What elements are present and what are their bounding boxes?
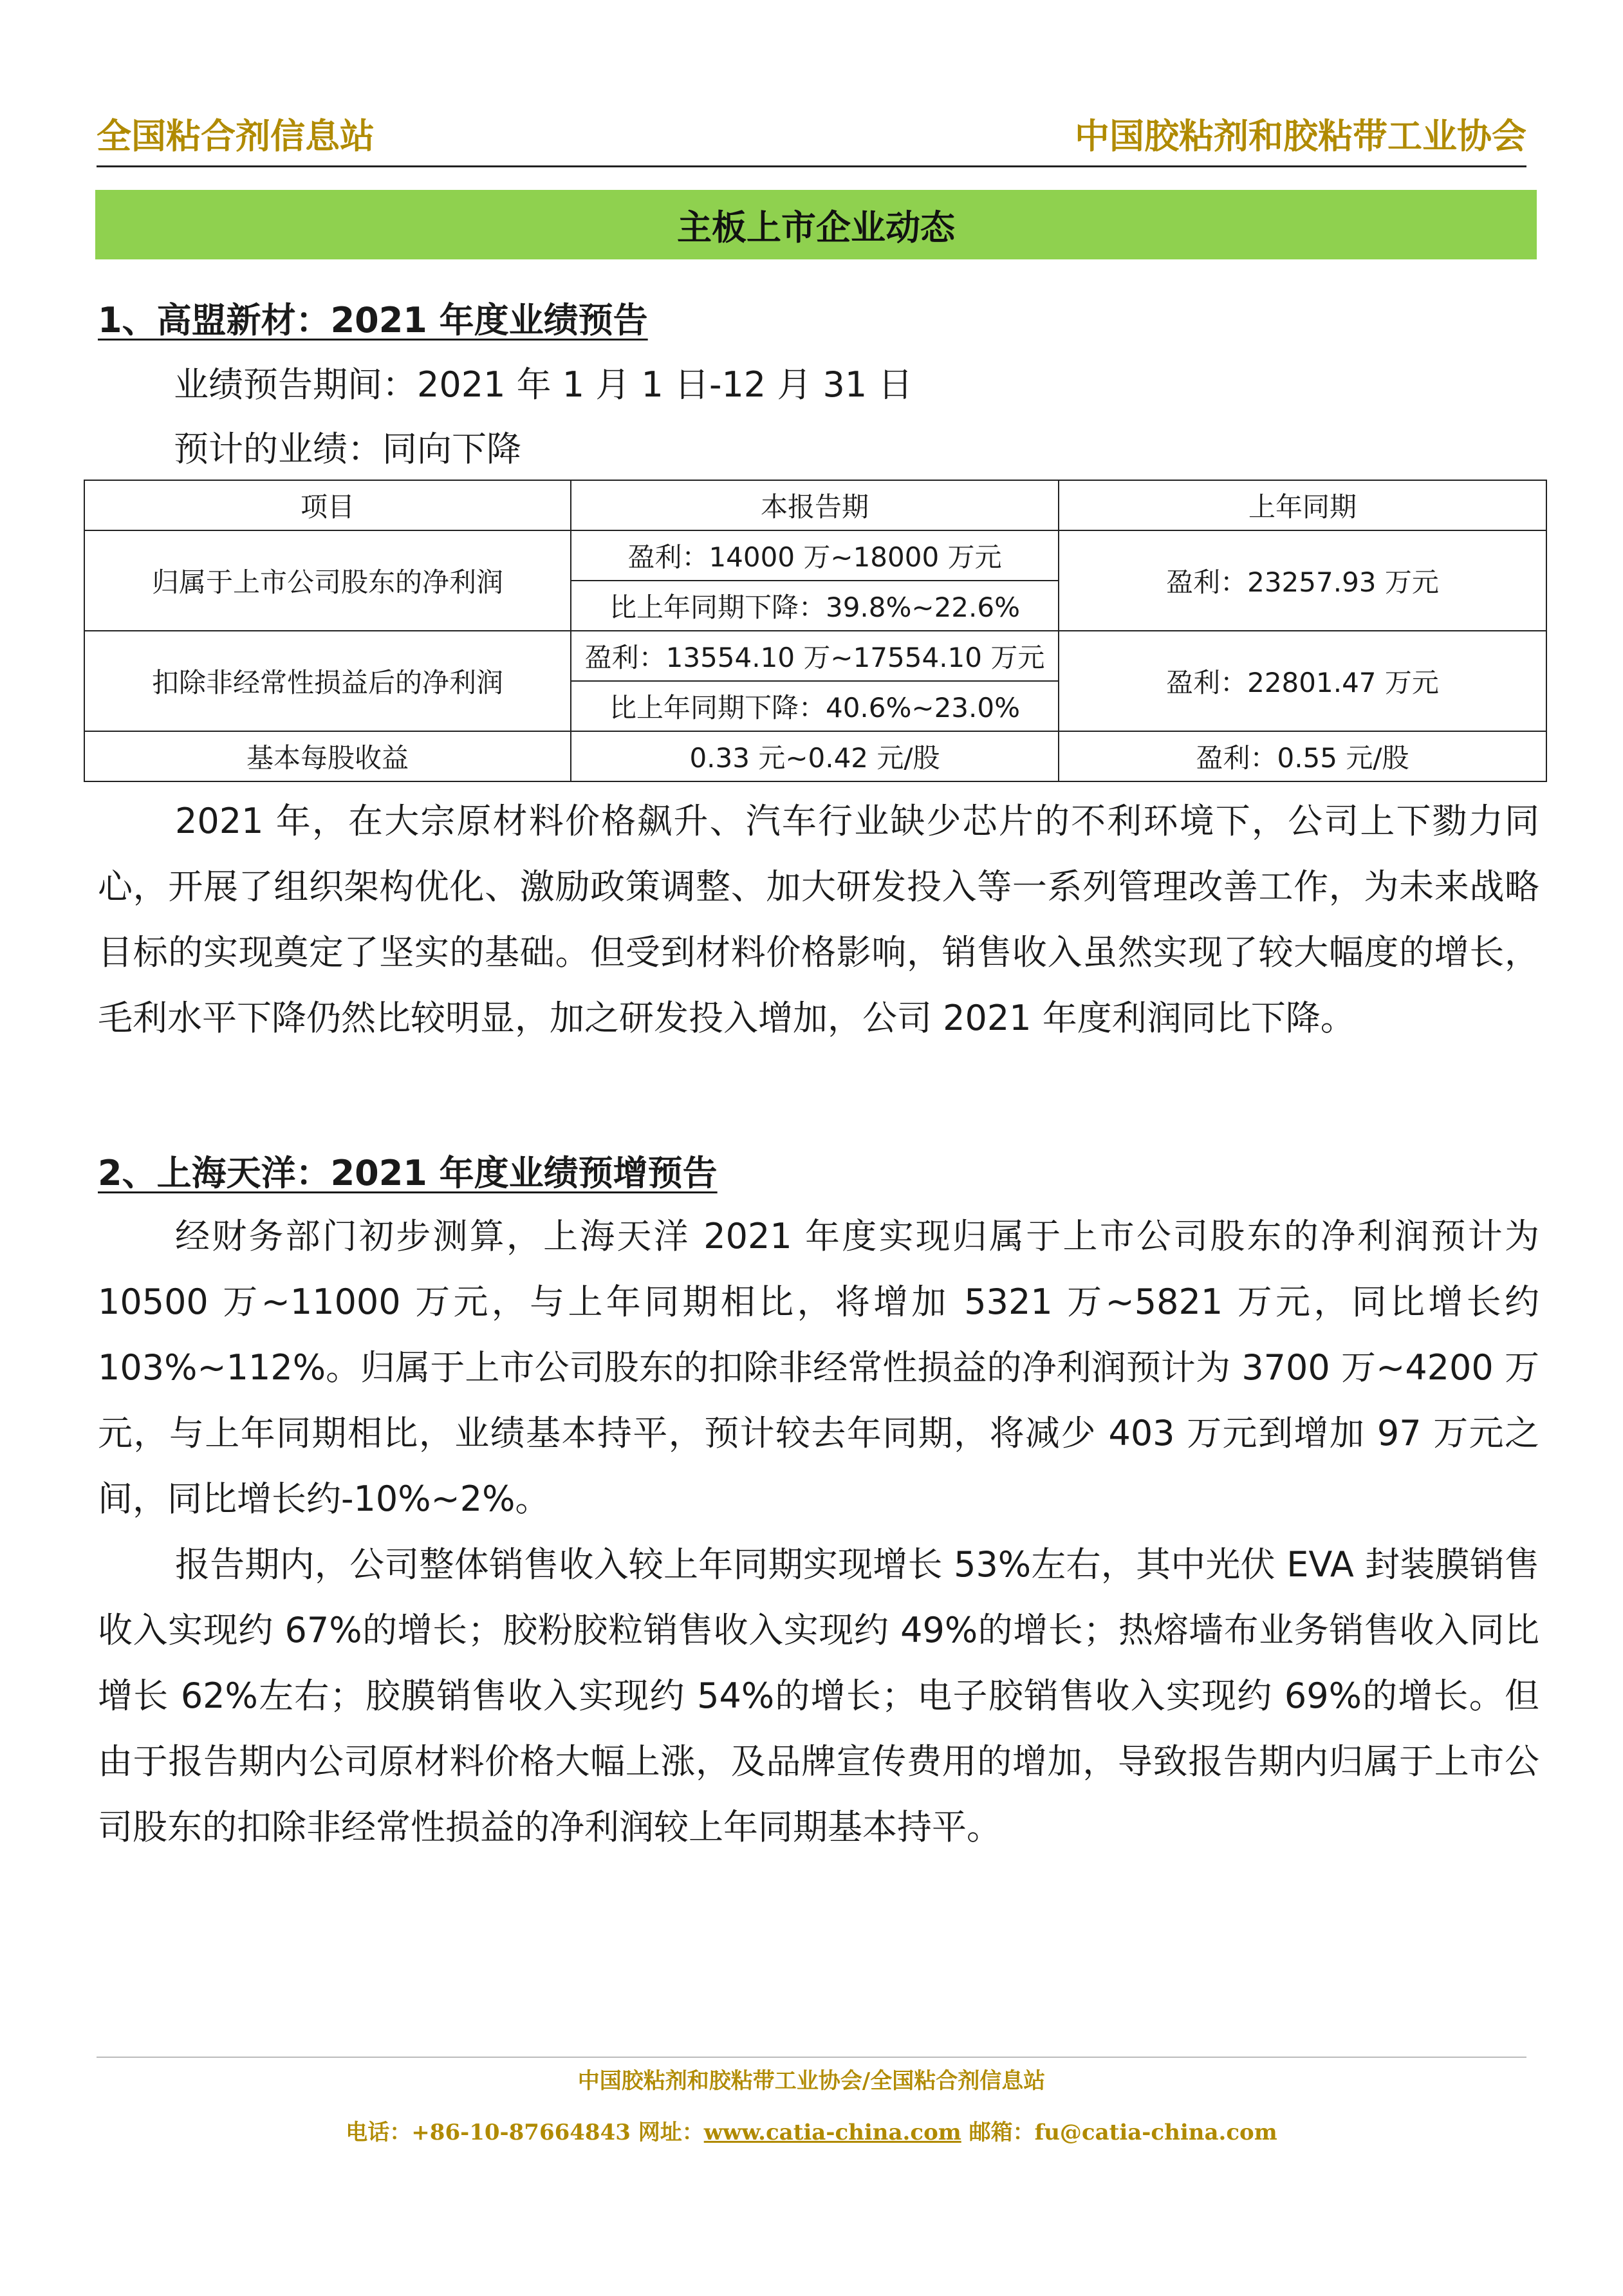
- section2-heading: 2、上海天洋：2021 年度业绩预增预告: [98, 1153, 718, 1193]
- section1-paragraph: 2021 年，在大宗原材料价格飙升、汽车行业缺少芯片的不利环境下，公司上下勠力同心，开展了组织架构优化、激励政策调整、加大研发投入等一系列管理改善工作，为未来战略目标的实现奠定了坚实的基础。但受到材料价格影响，销售收入虽然实现了较大幅度的增长，毛利水平下降仍然比较明显，加之研发投入增加，公司 2021 年度利润同比下降。: [98, 801, 1539, 1038]
- table-current-cell: 比上年同期下降：40.6%~23.0%: [571, 681, 1059, 731]
- table-header-row: [84, 480, 1546, 530]
- header-right-title: 中国胶粘剂和胶粘带工业协会: [1075, 115, 1526, 156]
- header-divider: [97, 165, 1526, 167]
- table-header-cell: 上年同期: [1059, 480, 1546, 530]
- table-prior-cell: 盈利：0.55 元/股: [1059, 731, 1546, 781]
- footer-divider: [97, 2057, 1526, 2058]
- earnings-table: [84, 480, 1547, 782]
- table-current-cell: 盈利：13554.10 万~17554.10 万元: [571, 631, 1059, 681]
- table-item-cell: 扣除非经常性损益后的净利润: [84, 631, 571, 731]
- page-header: [97, 116, 1526, 167]
- section1-heading: 1、高盟新材：2021 年度业绩预告: [98, 300, 648, 341]
- table-row: [84, 631, 1546, 681]
- table-prior-cell: 盈利：23257.93 万元: [1059, 530, 1546, 631]
- table-header-cell: 项目: [84, 480, 571, 530]
- table-current-cell: 盈利：14000 万~18000 万元: [571, 530, 1059, 581]
- section-banner: [95, 190, 1537, 259]
- table-item-cell: 归属于上市公司股东的净利润: [84, 530, 571, 631]
- table-current-cell: 0.33 元~0.42 元/股: [571, 731, 1059, 781]
- footer-email: 邮箱：fu@catia-china.com: [961, 2120, 1277, 2145]
- table-row: [84, 731, 1546, 781]
- banner-title: 主板上市企业动态: [677, 207, 955, 248]
- footer-phone: 电话：+86-10-87664843 网址：: [346, 2120, 704, 2145]
- footer-contact: [0, 2114, 1623, 2146]
- table-current-cell: 比上年同期下降：39.8%~22.6%: [571, 581, 1059, 631]
- table-item-cell: 基本每股收益: [84, 731, 571, 781]
- section1-period: 业绩预告期间：2021 年 1 月 1 日-12 月 31 日: [174, 364, 913, 405]
- footer-website-link[interactable]: www.catia-china.com: [703, 2120, 961, 2145]
- header-left-title: 全国粘合剂信息站: [97, 115, 375, 156]
- table-prior-cell: 盈利：22801.47 万元: [1059, 631, 1546, 731]
- table-row: [84, 530, 1546, 581]
- section2-paragraph-2: 报告期内，公司整体销售收入较上年同期实现增长 53%左右，其中光伏 EVA 封装膜销售收入实现约 67%的增长；胶粉胶粒销售收入实现约 49%的增长；热熔墙布业务销售收入同比增长 62%左右；胶膜销售收入实现约 54%的增长；电子胶销售收入实现约 69%的增长。但由于报告期内公司原材料价格大幅上涨，及品牌宣传费用的增加，导致报告期内归属于上市公司股东的扣除非经常性损益的净利润较上年同期基本持平。: [98, 1544, 1539, 1847]
- table-header-cell: 本报告期: [571, 480, 1059, 530]
- footer-organization: 中国胶粘剂和胶粘带工业协会/全国粘合剂信息站: [577, 2068, 1046, 2094]
- section2-paragraph-1: 经财务部门初步测算，上海天洋 2021 年度实现归属于上市公司股东的净利润预计为 10500 万~11000 万元，与上年同期相比，将增加 5321 万~5821 万元，同比增长约 103%~112%。归属于上市公司股东的扣除非经常性损益的净利润预计为 3700 万~4200 万元，与上年同期相比，业绩基本持平，预计较去年同期，将减少 403 万元到增加 97 万元之间，同比增长约-10%~2%。: [98, 1216, 1539, 1519]
- section1-forecast: 预计的业绩：同向下降: [174, 429, 521, 469]
